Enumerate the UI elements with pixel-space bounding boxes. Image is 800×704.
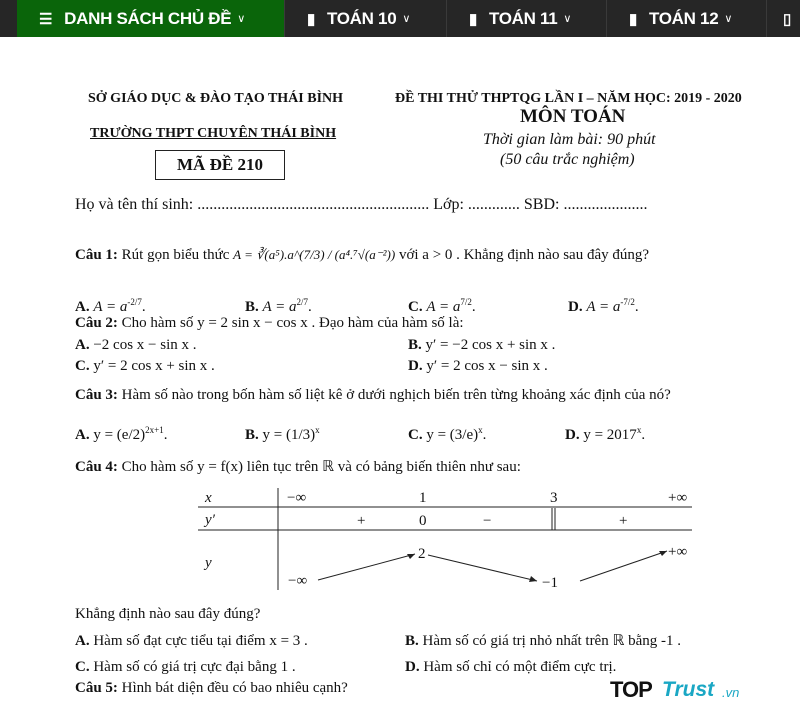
tab-toan-12[interactable]: ▮ TOÁN 12 ∨ bbox=[607, 0, 767, 37]
q1-option-d[interactable]: D. $A = a^{-7/2}$. bbox=[568, 297, 639, 315]
table-y-value: +∞ bbox=[668, 544, 688, 560]
q1-option-b[interactable]: B. $A = a^{2/7}$. bbox=[245, 297, 312, 315]
q1-option-c[interactable]: C. $A = a^{7/2}$. bbox=[408, 297, 476, 315]
table-x-value: −∞ bbox=[287, 490, 307, 506]
question-3: Câu 3: Hàm số nào trong bốn hàm số liệt kê ở dưới nghịch biến trên từng khoảng xác định của nó? bbox=[75, 387, 671, 403]
table-x-label: x bbox=[205, 490, 212, 506]
tab-toan-10[interactable]: ▮ TOÁN 10 ∨ bbox=[285, 0, 447, 37]
question-4: Câu 4: Cho hàm số y = f(x) liên tục trên ℝ và có bảng biến thiên như sau: bbox=[75, 459, 521, 475]
table-yprime-label: y′ bbox=[205, 512, 215, 528]
q2-option-c[interactable]: C. y′ = 2 cos x + sin x . bbox=[75, 358, 215, 374]
q2-option-d[interactable]: D. y′ = 2 cos x − sin x . bbox=[408, 358, 548, 374]
table-sign: − bbox=[483, 513, 492, 529]
table-y-value: −∞ bbox=[288, 573, 308, 589]
book-icon: ▮ bbox=[307, 10, 315, 28]
book-icon: ▮ bbox=[469, 10, 477, 28]
q4-option-a[interactable]: A. Hàm số đạt cực tiểu tại điểm x = 3 . bbox=[75, 633, 308, 649]
q3-option-b[interactable]: B. $y = (1/3)^x$ bbox=[245, 425, 320, 443]
q2-option-b[interactable]: B. y′ = −2 cos x + sin x . bbox=[408, 337, 556, 353]
q3-option-d[interactable]: D. $y = 2017^x$. bbox=[565, 425, 646, 443]
chevron-down-icon: ∨ bbox=[724, 13, 733, 25]
q3-option-a[interactable]: A. $y = (e/2)^{2x+1}$. bbox=[75, 425, 168, 443]
subject: MÔN TOÁN bbox=[520, 106, 626, 127]
q4-prompt: Khẳng định nào sau đây đúng? bbox=[75, 606, 261, 622]
question-count: (50 câu trắc nghiệm) bbox=[500, 151, 635, 168]
chevron-down-icon: ∨ bbox=[237, 13, 246, 25]
table-y-value: 2 bbox=[418, 546, 426, 562]
tab-danh-sach-chu-de[interactable]: ☰ DANH SÁCH CHỦ ĐỀ ∨ bbox=[17, 0, 285, 37]
q1-option-a[interactable]: A. $A = a^{-2/7}$. bbox=[75, 297, 146, 315]
question-5: Câu 5: Hình bát diện đều có bao nhiêu cạnh? bbox=[75, 680, 348, 696]
exam-title: ĐỀ THI THỬ THPTQG LẦN I – NĂM HỌC: 2019 - 2020 bbox=[395, 91, 742, 106]
school-name: TRƯỜNG THPT CHUYÊN THÁI BÌNH bbox=[90, 126, 337, 141]
q1-expression: A = ∛(a⁵).a^(7/3) / (a⁴.⁷√(a⁻²)) bbox=[233, 247, 396, 262]
table-x-value: +∞ bbox=[668, 490, 688, 506]
list-icon: ☰ bbox=[39, 10, 53, 28]
q4-option-d[interactable]: D. Hàm số chỉ có một điểm cực trị. bbox=[405, 659, 617, 675]
question-2: Câu 2: Cho hàm số y = 2 sin x − cos x . Đạo hàm của hàm số là: bbox=[75, 315, 464, 331]
chevron-down-icon: ∨ bbox=[402, 13, 411, 25]
table-sign: 0 bbox=[419, 513, 427, 529]
table-sign: + bbox=[619, 513, 628, 529]
table-x-value: 3 bbox=[550, 490, 558, 506]
q3-option-c[interactable]: C. $y = (3/e)^x$. bbox=[408, 425, 487, 443]
q2-option-a[interactable]: A. −2 cos x − sin x . bbox=[75, 337, 197, 353]
toptrust-watermark-logo: TOP Trust .vn bbox=[610, 677, 740, 702]
q4-option-b[interactable]: B. Hàm số có giá trị nhỏ nhất trên ℝ bằng -1 . bbox=[405, 633, 682, 649]
exam-code: MÃ ĐỀ 210 bbox=[155, 150, 285, 180]
tab-toan-11[interactable]: ▮ TOÁN 11 ∨ bbox=[447, 0, 607, 37]
table-y-label: y bbox=[205, 555, 212, 571]
exam-time: Thời gian làm bài: 90 phút bbox=[483, 131, 656, 148]
student-info-line: Họ và tên thí sinh: .......................................................... Lớp: ............. SBD: ..................... bbox=[75, 196, 648, 213]
book-icon: ▯ bbox=[783, 10, 791, 28]
table-sign: + bbox=[357, 513, 366, 529]
dept-name: SỞ GIÁO DỤC & ĐÀO TẠO THÁI BÌNH bbox=[88, 91, 344, 106]
table-x-value: 1 bbox=[419, 490, 427, 506]
q4-option-c[interactable]: C. Hàm số có giá trị cực đại bằng 1 . bbox=[75, 659, 296, 675]
question-1: Câu 1: Rút gọn biểu thức A = ∛(a⁵).a^(7/3) / (a⁴.⁷√(a⁻²)) với a > 0 . Khẳng định nào sau đây đúng? bbox=[75, 247, 650, 263]
table-y-value: −1 bbox=[542, 575, 558, 591]
chevron-down-icon: ∨ bbox=[563, 13, 572, 25]
book-icon: ▮ bbox=[629, 10, 637, 28]
